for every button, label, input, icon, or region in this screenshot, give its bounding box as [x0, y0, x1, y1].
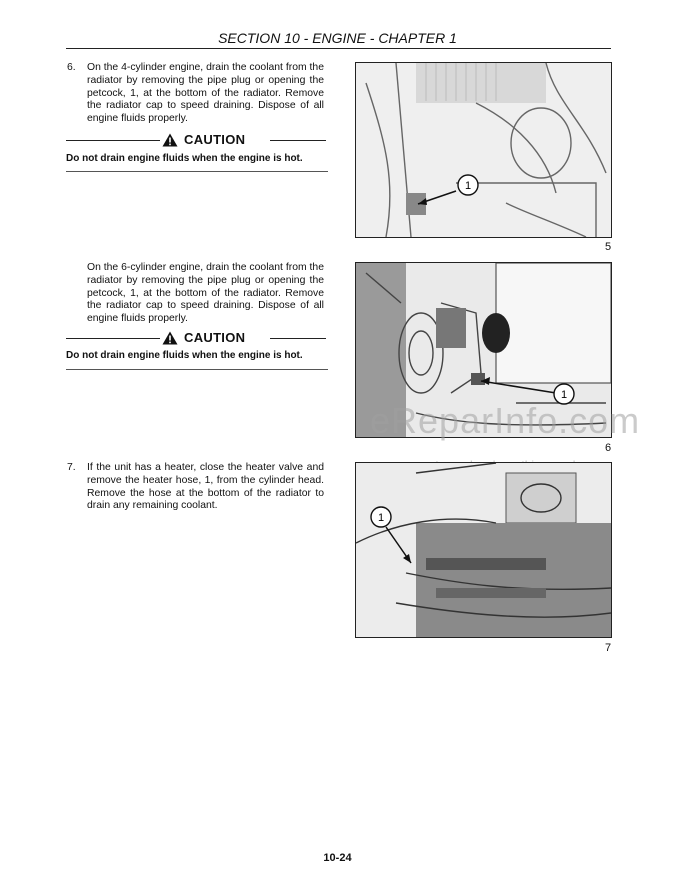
step-7-text: If the unit has a heater, close the heater valve and remove the heater hose, 1, from the cylinder head. Remove the hose at the bottom of the radiator to drain any remaining coolant. — [87, 462, 324, 512]
figure-5-number: 5 — [605, 241, 612, 253]
step-6-text: On the 4-cylinder engine, drain the coolant from the radiator by removing the pipe plug or opening the petcock, 1, at the bottom of the radiator. Remove the radiator cap to speed draining. Dispose of all engine fluids properly. — [87, 62, 324, 125]
caution-2-label: CAUTION — [184, 330, 246, 345]
header-rule — [66, 48, 611, 49]
step-6b-text: On the 6-cylinder engine, drain the coolant from the radiator by removing the pipe plug or opening the petcock, 1, at the bottom of the radiator. Remove the radiator cap to speed draining. Dispose of all engine fluids properly. — [87, 262, 324, 325]
step-6-number: 6. — [67, 62, 76, 73]
warning-triangle-icon — [162, 133, 178, 147]
step-6b-paragraph — [87, 262, 324, 326]
step-6-paragraph — [67, 62, 324, 126]
figure-5-callout: 1 — [464, 180, 472, 192]
section-header: SECTION 10 - ENGINE - CHAPTER 1 — [218, 30, 457, 46]
figure-7-callout: 1 — [377, 512, 385, 524]
page-number: 10-24 — [323, 852, 352, 864]
step-7-paragraph — [67, 462, 324, 513]
caution-2-banner — [66, 330, 326, 346]
watermark-text: eReparInfo.com — [370, 400, 641, 441]
figure-7-image — [355, 462, 612, 638]
figure-5-image — [355, 62, 612, 238]
caution-1-label: CAUTION — [184, 132, 246, 147]
caution-2-rule — [66, 369, 328, 370]
figure-6-number: 6 — [605, 442, 612, 454]
figure-6-callout: 1 — [560, 389, 568, 401]
caution-2-text: Do not drain engine fluids when the engine is hot. — [66, 350, 303, 361]
figure-7-number: 7 — [605, 642, 612, 654]
caution-1-text: Do not drain engine fluids when the engine is hot. — [66, 153, 303, 164]
caution-1-banner — [66, 132, 326, 148]
step-7-number: 7. — [67, 462, 76, 473]
warning-triangle-icon — [162, 331, 178, 345]
caution-1-rule — [66, 171, 328, 172]
